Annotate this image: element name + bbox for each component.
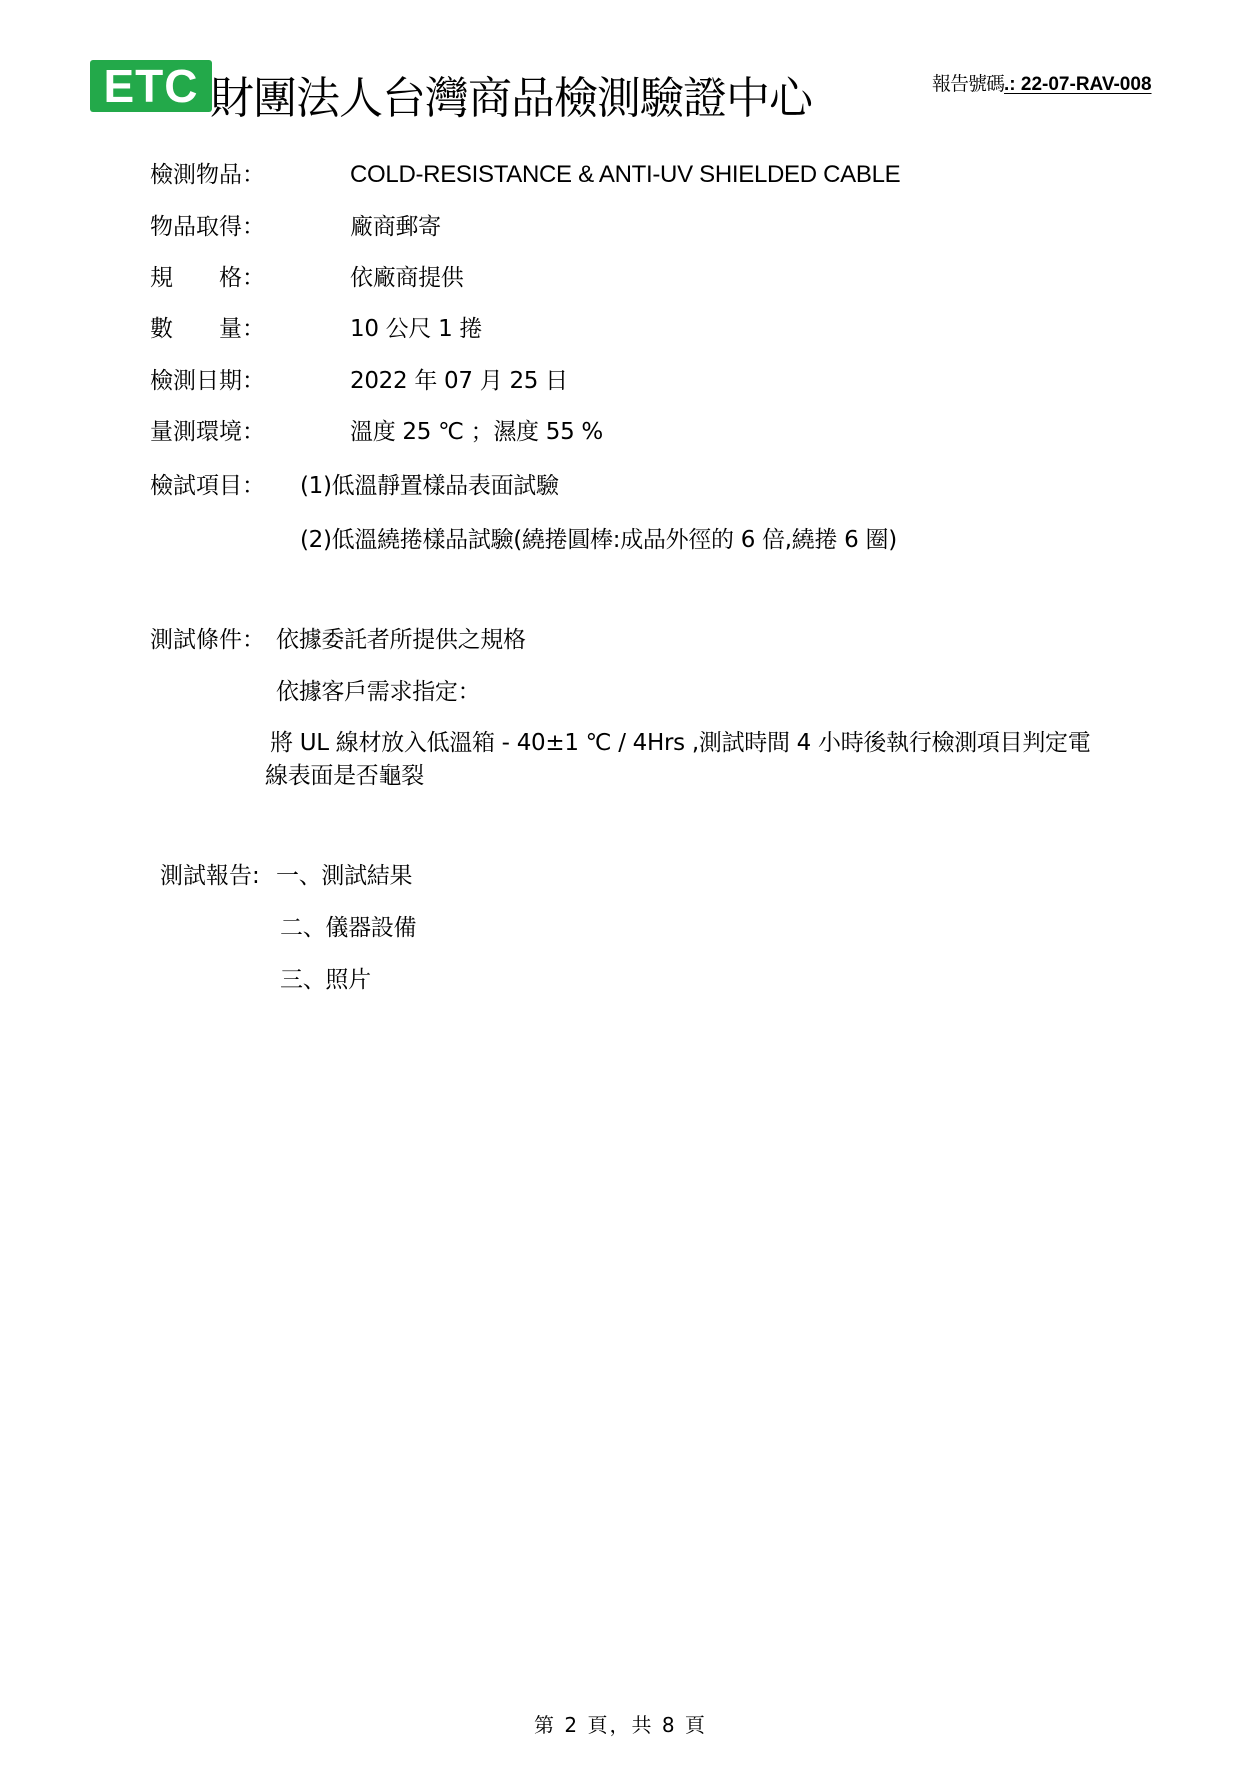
conditions-spec-text: 依據委託者所提供之規格 bbox=[276, 627, 526, 653]
field-value-quantity: 10 公尺 1 捲 bbox=[350, 316, 483, 342]
field-value-spec: 依廠商提供 bbox=[350, 265, 464, 291]
conditions-procedure-line-1: 將 UL 線材放入低溫箱 - 40±1 ℃ / 4Hrs ,測試時間 4 小時後執行檢測項目判定電 bbox=[270, 730, 1091, 756]
conditions-label: 測試條件： bbox=[150, 627, 265, 653]
test-items-label: 檢試項目： bbox=[150, 473, 265, 499]
field-value-test-date: 2022 年 07 月 25 日 bbox=[350, 368, 568, 394]
test-item-1: (1)低溫靜置樣品表面試驗 bbox=[300, 473, 559, 499]
report-item-photos: 三、照片 bbox=[280, 967, 371, 993]
field-label-item: 檢測物品： bbox=[150, 162, 265, 188]
report-item-equipment: 二、儀器設備 bbox=[280, 915, 417, 941]
logo-text: ETC bbox=[103, 60, 199, 112]
field-label-quantity: 數 量： bbox=[150, 316, 265, 342]
page-number-footer: 第 2 頁，共 8 頁 bbox=[534, 1713, 707, 1737]
report-number-label: 報告號碼 bbox=[932, 73, 1005, 95]
organization-name: 財團法人台灣商品檢測驗證中心 bbox=[210, 73, 812, 124]
report-item-results: 一、測試結果 bbox=[276, 863, 413, 889]
field-value-item: COLD-RESISTANCE & ANTI-UV SHIELDED CABLE bbox=[350, 161, 901, 188]
etc-logo bbox=[90, 60, 212, 112]
test-item-2: (2)低溫繞捲樣品試驗(繞捲圓棒:成品外徑的 6 倍,繞捲 6 圈) bbox=[300, 527, 897, 553]
conditions-customer-text: 依據客戶需求指定： bbox=[276, 679, 481, 705]
field-value-acquisition: 廠商郵寄 bbox=[350, 214, 441, 240]
conditions-procedure-line-2: 線表面是否龜裂 bbox=[265, 763, 424, 789]
field-label-test-date: 檢測日期： bbox=[150, 368, 265, 394]
report-number-value: .: 22-07-RAV-008 bbox=[1004, 74, 1152, 95]
field-value-environment: 溫度 25 ℃ ；濕度 55 % bbox=[350, 419, 603, 445]
report-label: 測試報告: bbox=[160, 863, 260, 889]
field-label-acquisition: 物品取得： bbox=[150, 214, 265, 240]
report-number bbox=[932, 72, 1164, 97]
field-label-environment: 量測環境： bbox=[150, 419, 265, 445]
field-label-spec: 規 格： bbox=[150, 265, 265, 291]
